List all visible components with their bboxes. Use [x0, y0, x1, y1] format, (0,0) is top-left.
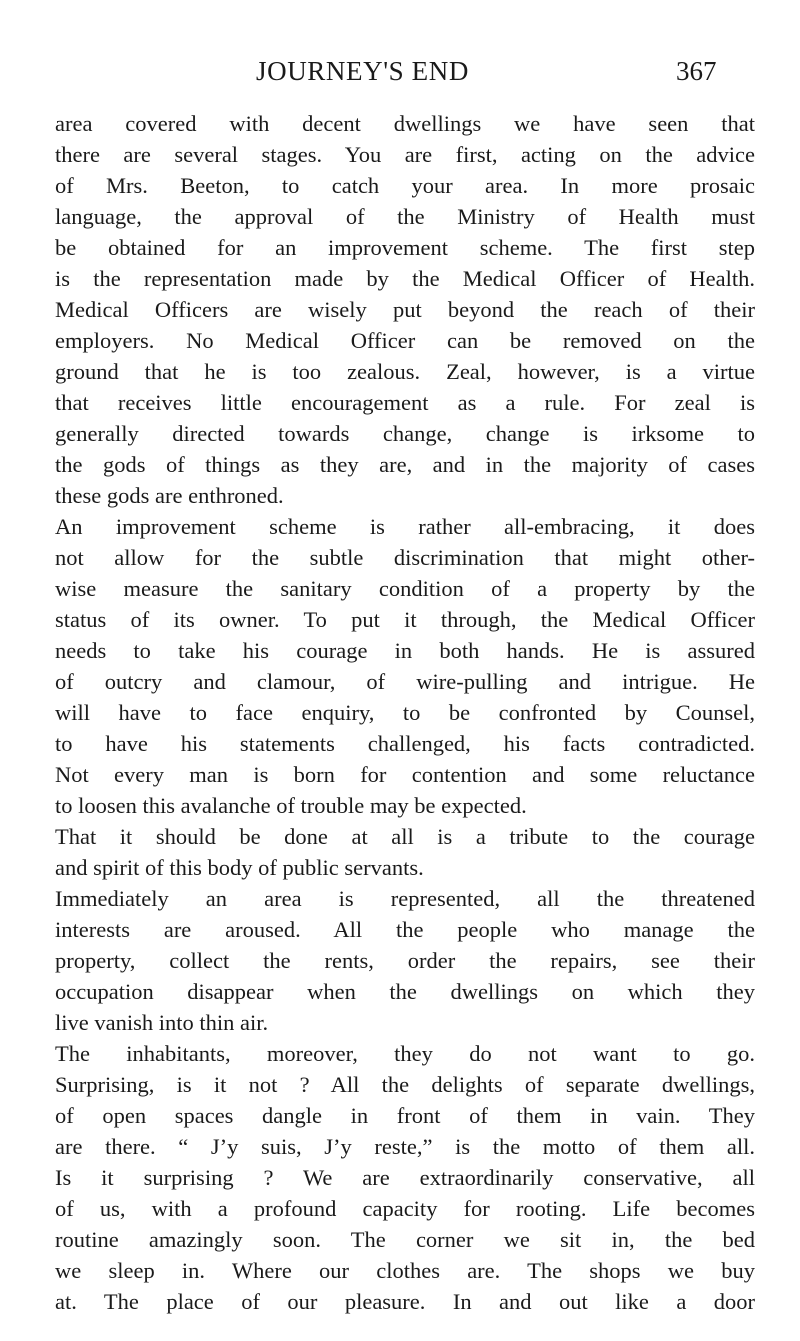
text-line: wise measure the sanitary condition of a property by the — [55, 576, 755, 601]
text-line: routine amazingly soon. The corner we sit in, the bed — [55, 1227, 755, 1252]
text-line: interests are aroused. All the people who manage the — [55, 917, 755, 942]
text-line: needs to take his courage in both hands. He is assured — [55, 638, 755, 663]
text-line: live vanish into thin air. — [55, 1010, 269, 1035]
text-line: these gods are enthroned. — [55, 483, 284, 508]
text-line: will have to face enquiry, to be confronted by Counsel, — [55, 700, 755, 725]
text-line: property, collect the rents, order the repairs, see their — [55, 948, 755, 973]
text-line: and spirit of this body of public servants. — [55, 855, 424, 880]
text-line: of outcry and clamour, of wire-pulling and intrigue. He — [55, 669, 755, 694]
text-line: generally directed towards change, change is irksome to — [55, 421, 755, 446]
text-line: Surprising, is it not ? All the delights of separate dwellings, — [55, 1072, 755, 1097]
running-head: JOURNEY'S END — [256, 56, 469, 86]
text-line: area covered with decent dwellings we have seen that — [55, 111, 755, 136]
text-line: there are several stages. You are first, acting on the advice — [55, 142, 755, 167]
text-line: is the representation made by the Medical Officer of Health. — [55, 266, 755, 291]
text-line: we sleep in. Where our clothes are. The shops we buy — [55, 1258, 755, 1283]
text-line: ground that he is too zealous. Zeal, however, is a virtue — [55, 359, 755, 384]
text-line: of open spaces dangle in front of them in vain. They — [55, 1103, 755, 1128]
text-line: of Mrs. Beeton, to catch your area. In more prosaic — [55, 173, 755, 198]
text-line: that receives little encouragement as a rule. For zeal is — [55, 390, 755, 415]
text-line: language, the approval of the Ministry of Health must — [55, 204, 755, 229]
text-line: are there. “ J’y suis, J’y reste,” is the motto of them all. — [55, 1134, 755, 1159]
page-number: 367 — [676, 56, 717, 86]
text-line: to have his statements challenged, his facts contradicted. — [55, 731, 755, 756]
text-line: to loosen this avalanche of trouble may be expected. — [55, 793, 527, 818]
text-line: The inhabitants, moreover, they do not want to go. — [55, 1041, 755, 1066]
text-line: be obtained for an improvement scheme. The first step — [55, 235, 755, 260]
text-line: Immediately an area is represented, all the threatened — [55, 886, 755, 911]
text-line: employers. No Medical Officer can be removed on the — [55, 328, 755, 353]
text-line: An improvement scheme is rather all-embracing, it does — [55, 514, 755, 539]
text-line: occupation disappear when the dwellings on which they — [55, 979, 755, 1004]
text-line: Is it surprising ? We are extraordinarily conservative, all — [55, 1165, 755, 1190]
text-line: the gods of things as they are, and in the majority of cases — [55, 452, 755, 477]
text-line: That it should be done at all is a tribute to the courage — [55, 824, 755, 849]
text-line: at. The place of our pleasure. In and out like a door — [55, 1289, 755, 1314]
text-line: status of its owner. To put it through, the Medical Officer — [55, 607, 755, 632]
text-line: Medical Officers are wisely put beyond the reach of their — [55, 297, 755, 322]
text-line: of us, with a profound capacity for rooting. Life becomes — [55, 1196, 755, 1221]
text-line: Not every man is born for contention and some reluctance — [55, 762, 755, 787]
text-line: not allow for the subtle discrimination that might other- — [55, 545, 755, 570]
body-text — [55, 108, 755, 1317]
